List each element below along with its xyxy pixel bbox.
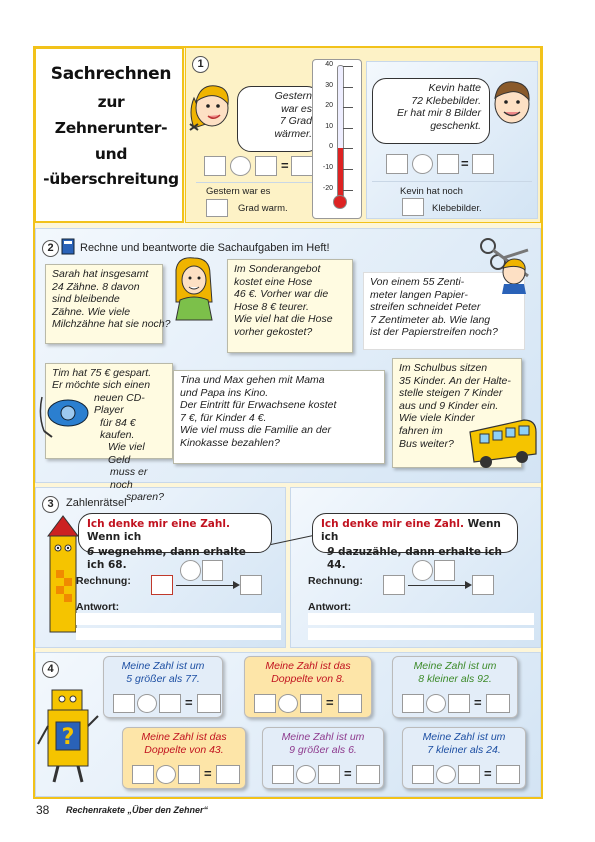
card-line: sparen?	[126, 491, 164, 504]
riddle-box[interactable]	[458, 765, 480, 784]
task4-number: 4	[42, 661, 59, 678]
operator-circle[interactable]	[426, 694, 446, 713]
riddle-lead: Ich denke mir eine Zahl.	[87, 518, 230, 530]
card-line: muss er noch	[110, 466, 148, 491]
card-line: aus und 9 Kinder ein.	[399, 399, 499, 412]
card-line: 7 €, für Kinder 4 €.	[180, 411, 267, 424]
boy-answer-suffix: Klebebilder.	[432, 203, 482, 214]
task3-number: 3	[42, 496, 59, 513]
riddle-box[interactable]	[254, 694, 276, 713]
answer-line[interactable]	[308, 628, 534, 640]
card-line: für 84 € kaufen.	[100, 416, 136, 442]
cd-player-illustration	[38, 391, 92, 439]
riddle-box[interactable]	[448, 694, 470, 713]
task1-number: 1	[192, 56, 209, 73]
card-line: Tim hat 75 € gespart.	[52, 367, 152, 379]
rechnung-label: Rechnung:	[308, 575, 363, 587]
thermometer-tick-label: 40	[325, 61, 333, 68]
peter-scissors-illustration	[478, 236, 536, 294]
notebook-icon	[61, 238, 75, 255]
riddle-text: Doppelte von 43.	[144, 744, 224, 756]
riddle-answer-box[interactable]	[356, 765, 380, 784]
riddle-box[interactable]	[132, 765, 154, 784]
riddle-line	[87, 546, 263, 571]
thermometer-bulb	[333, 195, 347, 209]
card-line: meter langen Papier-	[370, 288, 468, 301]
card-sarah	[45, 264, 171, 344]
thermometer-tick-label: 30	[325, 81, 333, 89]
riddle-text: 7 kleiner als 24.	[427, 744, 501, 756]
arrow	[176, 585, 234, 586]
answer-line[interactable]	[308, 613, 534, 625]
girl-speech-bubble	[237, 86, 321, 152]
riddle-box[interactable]	[113, 694, 135, 713]
equals-sign: =	[185, 695, 193, 710]
answer-line[interactable]	[76, 628, 281, 640]
robot-mascot-illustration	[36, 686, 102, 786]
operator-circle[interactable]	[230, 156, 251, 176]
operator-circle[interactable]	[137, 694, 157, 713]
bubble-line: 7 Grad	[279, 115, 312, 127]
equals-sign: =	[326, 695, 334, 710]
bubble-line: wärmer.	[274, 127, 312, 140]
card-line: Von einem 55 Zenti-	[370, 276, 465, 288]
thermometer-tick	[343, 169, 353, 170]
operand-box[interactable]	[202, 560, 223, 581]
operator-circle[interactable]	[296, 765, 316, 784]
riddle-answer-box[interactable]	[496, 765, 520, 784]
operand-box[interactable]	[434, 560, 455, 581]
riddle-box[interactable]	[300, 694, 322, 713]
equals-sign: =	[344, 766, 352, 781]
card-line: vorher gekostet?	[234, 325, 313, 338]
riddle-text: Meine Zahl ist das	[265, 660, 351, 672]
card-line: neuen CD-Player	[94, 391, 145, 417]
card-line: Wie viele Kinder	[399, 412, 475, 425]
title-line-3: Zehnerunter-	[54, 119, 168, 137]
bubble-line: 72 Klebebilder.	[411, 94, 481, 107]
card-hose	[227, 259, 353, 353]
divider	[372, 181, 532, 182]
riddle-text: Wenn ich	[87, 530, 142, 543]
card-line: Kinokasse bezahlen?	[180, 436, 280, 449]
answer-box[interactable]	[204, 156, 226, 176]
pencil-tower-illustration	[46, 514, 80, 636]
thermometer-tick	[343, 87, 353, 88]
equals-sign: =	[461, 156, 469, 171]
card-line: Sarah hat insgesamt	[52, 268, 149, 280]
arrow	[408, 585, 466, 586]
riddle-text: Meine Zahl ist um	[121, 660, 205, 672]
riddle-text: 8 kleiner als 92.	[418, 673, 492, 685]
operator-circle[interactable]	[278, 694, 298, 713]
card-line: Im Schulbus sitzen	[399, 362, 488, 374]
girl-illustration	[186, 78, 238, 138]
equals-sign: =	[474, 695, 482, 710]
girl-answer-box[interactable]	[206, 199, 228, 217]
card-line: fahren im	[399, 424, 443, 437]
thermometer-tick	[343, 190, 353, 191]
arrow-head-icon	[465, 581, 472, 589]
riddle-result: 68.	[107, 558, 127, 571]
girl-answer-suffix: Grad warm.	[238, 203, 288, 214]
riddle-answer-box[interactable]	[338, 694, 362, 713]
card-line: 46 €. Vorher war die	[234, 288, 329, 301]
girl-answer-prefix: Gestern war es	[206, 186, 271, 197]
bubble-line: Gestern	[274, 90, 312, 102]
riddle-bubble-right	[312, 513, 518, 571]
card-line: stelle steigen 7 Kinder	[399, 387, 503, 400]
rechnung-result-box[interactable]	[472, 575, 494, 595]
answer-box[interactable]	[386, 154, 408, 174]
card-line: Wie viel hat die Hose	[234, 313, 333, 326]
riddle-text: Meine Zahl ist um	[422, 731, 506, 743]
card-line: 24 Zähne. 8 davon	[52, 280, 140, 293]
card-line: 35 Kinder. An der Halte-	[399, 374, 511, 387]
thermometer-tick-label: 20	[325, 102, 333, 110]
card-line: Der Eintritt für Erwachsene kostet	[180, 399, 337, 412]
riddle-line	[87, 518, 263, 543]
card-line: Im Sonderangebot	[234, 263, 321, 275]
card-line: Hose 8 € teurer.	[234, 300, 309, 313]
thermometer-tick	[343, 128, 353, 129]
bubble-line: geschenkt.	[430, 119, 481, 132]
task2-instruction: Rechne und beantworte die Sachaufgaben im Heft!	[80, 242, 330, 254]
riddle-text: Meine Zahl ist das	[141, 731, 227, 743]
thermometer-tick	[343, 107, 353, 108]
thermometer-tick	[343, 66, 353, 67]
boy-speech-bubble	[372, 78, 490, 144]
answer-box[interactable]	[291, 156, 313, 176]
title-box	[34, 47, 184, 223]
riddle-result: 44.	[327, 558, 346, 571]
thermometer-tick-label: -10	[322, 164, 333, 171]
answer-box[interactable]	[472, 154, 494, 174]
task2-number: 2	[42, 240, 59, 257]
riddle-text: Meine Zahl ist um	[413, 660, 497, 672]
operator-circle[interactable]	[412, 154, 433, 174]
riddle-line	[321, 518, 509, 543]
card-line: sind bleibende	[52, 293, 120, 306]
rechnung-result-box[interactable]	[240, 575, 262, 595]
boy-answer-box[interactable]	[402, 198, 424, 216]
answer-box[interactable]	[437, 154, 459, 174]
equals-sign: =	[484, 766, 492, 781]
rechnung-start-box[interactable]	[151, 575, 173, 595]
riddle-text: wegnehme, dann erhalte ich	[87, 546, 246, 571]
card-line: Tina und Max gehen mit Mama	[180, 374, 325, 386]
antwort-label: Antwort:	[76, 601, 120, 613]
task3-heading: Zahlenrätsel	[66, 497, 127, 509]
operator-circle[interactable]	[412, 560, 433, 581]
answer-box[interactable]	[255, 156, 277, 176]
card-line: Er möchte sich einen	[52, 379, 151, 392]
antwort-label: Antwort:	[308, 601, 352, 613]
title-line-2: zur	[97, 93, 125, 111]
rechnung-label: Rechnung:	[76, 575, 131, 587]
card-line: und Papa ins Kino.	[180, 386, 269, 399]
thermometer-tick	[343, 148, 353, 149]
card-line: kostet eine Hose	[234, 275, 313, 288]
operator-circle[interactable]	[436, 765, 456, 784]
operator-circle[interactable]	[180, 560, 201, 581]
riddle-text: 9 größer als 6.	[289, 744, 357, 756]
thermometer-tick-label: 0	[329, 143, 333, 151]
riddle-box[interactable]	[178, 765, 200, 784]
operator-circle[interactable]	[156, 765, 176, 784]
thermometer-tick-label: 10	[325, 122, 333, 130]
riddle-bubble-left	[78, 513, 272, 571]
riddle-text: 5 größer als 77.	[126, 673, 200, 685]
page-number: 38	[36, 803, 50, 817]
riddle-text: dazuzähle, dann erhalte ich	[334, 546, 502, 558]
school-bus-illustration	[466, 414, 540, 472]
boy-illustration	[490, 72, 536, 130]
title-line-1: Sachrechnen	[50, 64, 172, 84]
title-line-4: und	[94, 145, 128, 163]
equals-sign: =	[204, 766, 212, 781]
card-kino	[173, 370, 385, 464]
card-line: streifen schneidet Peter	[370, 301, 481, 314]
thermometer-tick-label: -20	[322, 184, 333, 192]
riddle-box[interactable]	[159, 694, 181, 713]
riddle-text: Doppelte von 8.	[271, 673, 345, 685]
bubble-line: Kevin hatte	[428, 82, 481, 94]
svg-text:?: ?	[61, 725, 75, 750]
riddle-box[interactable]	[272, 765, 294, 784]
riddle-text: Meine Zahl ist um	[281, 731, 365, 743]
bubble-line: war es	[281, 102, 312, 115]
riddle-answer-box[interactable]	[486, 694, 510, 713]
riddle-box[interactable]	[412, 765, 434, 784]
boy-answer-prefix: Kevin hat noch	[400, 186, 463, 197]
riddle-answer-box[interactable]	[197, 694, 221, 713]
bubble-line: Er hat mir 8 Bilder	[396, 107, 481, 119]
card-line: 7 Zentimeter ab. Wie lang	[370, 313, 491, 326]
riddle-box[interactable]	[318, 765, 340, 784]
rechnung-start-box[interactable]	[383, 575, 405, 595]
footer-title: Rechenrakete „Über den Zehner“	[66, 805, 209, 815]
riddle-answer-box[interactable]	[216, 765, 240, 784]
card-line: Milchzähne hat sie noch?	[52, 318, 171, 331]
divider	[196, 182, 314, 183]
equals-sign: =	[281, 158, 289, 173]
riddle-box[interactable]	[402, 694, 424, 713]
title-line-5: -überschreitung	[43, 170, 179, 188]
card-line: Zähne. Wie viele	[52, 305, 131, 318]
card-line: Bus weiter?	[399, 437, 454, 450]
sarah-illustration	[168, 256, 220, 322]
riddle-lead: Ich denke mir eine Zahl.	[321, 518, 464, 530]
answer-line[interactable]	[76, 613, 281, 625]
card-line: Wie viel Geld	[108, 441, 145, 466]
riddle-number: 9	[327, 546, 335, 558]
arrow-head-icon	[233, 581, 240, 589]
card-line: ist der Papierstreifen noch?	[370, 326, 498, 339]
card-line: Wie viel muss die Familie an der	[180, 424, 332, 437]
riddle-number: 6	[87, 546, 95, 558]
riddle-text: Wenn ich	[321, 518, 501, 543]
